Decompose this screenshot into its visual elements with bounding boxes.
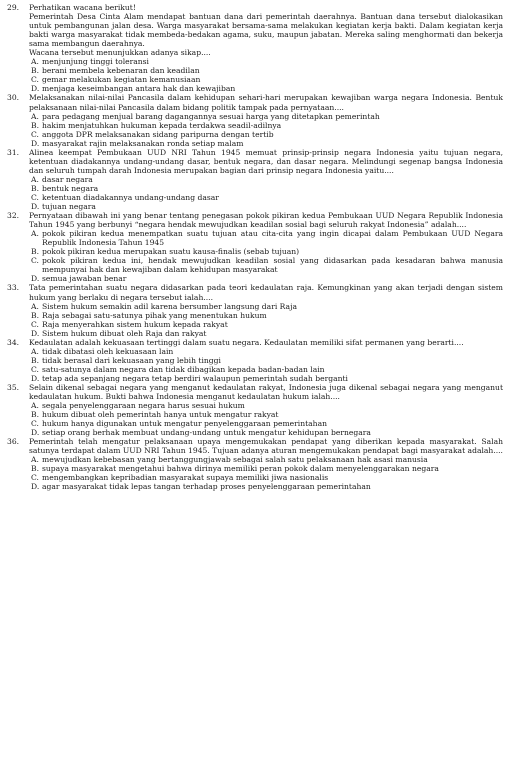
option-b[interactable]: [29, 464, 503, 473]
option-letter: A.: [31, 455, 39, 465]
question-stem: Melaksanakan nilai-nilai Pancasila dalam kehidupan sehari-hari merupakan kewajiban warga negara Indonesia. Bentuk pelaksanaan nilai-nilai Pancasila dalam bidang politik tampak pada pernyataan....: [29, 93, 503, 112]
option-list: [29, 302, 503, 338]
option-text: Sistem hukum dibuat oleh Raja dan rakyat: [42, 328, 207, 338]
option-b[interactable]: [29, 121, 503, 130]
question-number: 30.: [7, 93, 20, 103]
option-text: mewujudkan kebebasan yang bertanggungjawab sebagai salah satu pelaksanaan hak asasi manusia: [42, 455, 428, 465]
question-prompt: Wacana tersebut menunjukkan adanya sikap....: [29, 48, 211, 58]
question-number: 29.: [7, 3, 20, 12]
question-number: 35.: [7, 382, 20, 392]
option-letter: A.: [31, 346, 39, 356]
option-text: tidak berasal dari kekuasaan yang lebih tinggi: [42, 355, 221, 365]
option-letter: C.: [31, 319, 39, 329]
option-c[interactable]: [29, 75, 503, 84]
option-d[interactable]: [29, 202, 503, 211]
option-list: [29, 401, 503, 437]
option-text: tetap ada sepanjang negara tetap berdiri walaupun pemerintah sudah berganti: [42, 373, 348, 383]
question-34: [7, 338, 503, 383]
option-c[interactable]: [29, 193, 503, 202]
option-text: hukum hanya digunakan untuk mengatur penyelenggaraan pemerintahan: [42, 419, 327, 429]
option-text: anggota DPR melaksanakan sidang paripurna dengan tertib: [42, 129, 274, 139]
option-b[interactable]: [29, 410, 503, 419]
option-b[interactable]: [29, 311, 503, 320]
option-letter: B.: [31, 247, 39, 257]
option-letter: B.: [31, 183, 39, 193]
option-text: menjaga keseimbangan antara hak dan kewajiban: [42, 84, 236, 94]
option-text: mengembangkan kepribadian masyarakat supaya memiliki jiwa nasionalis: [42, 473, 329, 483]
option-list: [29, 347, 503, 383]
option-text: segala penyelenggaraan negara harus sesuai hukum: [42, 401, 245, 411]
option-text: para pedagang menjual barang dagangannya sesuai harga yang ditetapkan pemerintah: [42, 111, 380, 121]
option-d[interactable]: [29, 84, 503, 93]
option-a[interactable]: [29, 302, 503, 311]
option-list: [29, 112, 503, 148]
option-list: [29, 229, 503, 283]
option-text: satu-satunya dalam negara dan tidak dibagikan kepada badan-badan lain: [42, 364, 325, 374]
option-a[interactable]: [29, 57, 503, 66]
option-c[interactable]: [29, 473, 503, 482]
option-text: Raja sebagai satu-satunya pihak yang menentukan hukum: [42, 310, 267, 320]
option-d[interactable]: [29, 329, 503, 338]
question-30: [7, 93, 503, 147]
option-d[interactable]: [29, 428, 503, 437]
option-letter: B.: [31, 355, 39, 365]
option-letter: A.: [31, 301, 39, 311]
option-text: supaya masyarakat mengetahui bahwa dirinya memiliki peran pokok dalam menyelenggarakan negara: [42, 464, 439, 474]
option-letter: D.: [31, 138, 40, 148]
option-letter: D.: [31, 328, 40, 338]
option-letter: B.: [31, 410, 39, 420]
option-letter: A.: [31, 57, 39, 67]
option-letter: A.: [31, 174, 39, 184]
option-letter: D.: [31, 274, 40, 284]
option-text: masyarakat rajin melaksanakan ronda setiap malam: [42, 138, 244, 148]
option-b[interactable]: [29, 356, 503, 365]
option-letter: C.: [31, 473, 39, 483]
option-letter: A.: [31, 401, 39, 411]
option-b[interactable]: [29, 66, 503, 75]
option-list: [29, 455, 503, 491]
option-letter: C.: [31, 256, 39, 266]
option-text: Raja menyerahkan sistem hukum kepada rakyat: [42, 319, 228, 329]
option-letter: C.: [31, 192, 39, 202]
option-a[interactable]: [29, 401, 503, 410]
question-number: 36.: [7, 437, 20, 447]
option-a[interactable]: [29, 347, 503, 356]
option-text: dasar negara: [42, 174, 93, 184]
option-b[interactable]: [29, 247, 503, 256]
option-d[interactable]: [29, 482, 503, 491]
option-letter: D.: [31, 428, 40, 438]
question-33: [7, 283, 503, 337]
option-letter: B.: [31, 120, 39, 130]
option-letter: C.: [31, 364, 39, 374]
question-stem: Pernyataan dibawah ini yang benar tentang penegasan pokok pikiran kedua Pembukaan UUD Negara Republik Indonesia Tahun 1945 yang berbunyi “negara hendak mewujudkan keadilan sosial bagi seluruh rakyat Indonesia” adalah....: [29, 211, 503, 230]
option-text: hakim menjatuhkan hukuman kepada terdakwa seadil-adilnya: [42, 120, 282, 130]
option-d[interactable]: [29, 139, 503, 148]
question-29: [7, 3, 503, 93]
option-letter: B.: [31, 464, 39, 474]
option-list: [29, 57, 503, 93]
option-text: ketentuan diadakannya undang-undang dasar: [42, 192, 219, 202]
question-number: 34.: [7, 337, 20, 347]
option-text: Sistem hukum semakin adil karena bersumber langsung dari Raja: [42, 301, 297, 311]
option-text: agar masyarakat tidak lepas tangan terhadap proses penyelenggaraan pemerintahan: [42, 482, 371, 492]
option-text: berani membela kebenaran dan keadilan: [42, 66, 200, 76]
option-b[interactable]: [29, 184, 503, 193]
option-letter: D.: [31, 84, 40, 94]
option-text: pokok pikiran kedua menempatkan suatu tujuan atau cita-cita yang ingin dicapai dalam Pembukaan UUD Negara Republik Indonesia Tahun 1945: [42, 229, 503, 248]
option-letter: D.: [31, 202, 40, 212]
option-a[interactable]: [29, 175, 503, 184]
option-letter: D.: [31, 482, 40, 492]
question-36: [7, 437, 503, 491]
option-text: pokok pikiran kedua merupakan suatu kausa-finalis (sebab tujuan): [42, 247, 300, 257]
option-text: tujuan negara: [42, 202, 96, 212]
question-32: [7, 211, 503, 283]
option-a[interactable]: [29, 455, 503, 464]
option-text: gemar melakukan kegiatan kemanusiaan: [42, 75, 201, 85]
question-passage: Pemerintah Desa Cinta Alam mendapat bantuan dana dari pemerintah daerahnya. Bantuan dana tersebut dialokasikan untuk pembangunan jalan desa. Warga masyarakat bersama-sama melakukan kegiatan kerja bakti. Dalam kegiatan kerja bakti warga masyarakat tidak membeda-bedakan agama, suku, maupun jabatan. Mereka saling menghormati dan bekerja sama membangun daerahnya.: [29, 12, 503, 49]
question-31: [7, 148, 503, 211]
option-letter: A.: [31, 229, 39, 239]
option-c[interactable]: [29, 419, 503, 428]
option-c[interactable]: [29, 320, 503, 329]
option-text: hukum dibuat oleh pemerintah hanya untuk mengatur rakyat: [42, 410, 279, 420]
question-stem: Selain dikenal sebagai negara yang menganut kedaulatan rakyat, Indonesia juga dikenal sebagai negara yang menganut kedaulatan hukum. Bukti bahwa Indonesia menganut kedaulatan hukum ialah....: [29, 382, 503, 402]
option-letter: C.: [31, 419, 39, 429]
option-text: semua jawaban benar: [42, 274, 127, 284]
option-c[interactable]: [29, 130, 503, 139]
option-a[interactable]: [29, 112, 503, 121]
option-text: menjunjung tinggi toleransi: [42, 57, 149, 67]
question-stem: Pemerintah telah mengatur pelaksanaan upaya mengemukakan pendapat yang diberikan kepada masyarakat. Salah satunya terdapat dalam UUD NRI Tahun 1945. Tujuan adanya aturan mengemukakan pendapat bagi masyarakat adalah....: [29, 437, 503, 456]
option-d[interactable]: [29, 374, 503, 383]
option-d[interactable]: [29, 274, 503, 283]
option-letter: C.: [31, 129, 39, 139]
question-number: 32.: [7, 211, 20, 221]
option-letter: A.: [31, 111, 39, 121]
question-stem: Tata pemerintahan suatu negara didasarkan pada teori kedaulatan raja. Kemungkinan yang akan terjadi dengan sistem hukum yang berlaku di negara tersebut ialah....: [29, 283, 503, 302]
question-number: 31.: [7, 147, 20, 157]
option-text: setiap orang berhak membuat undang-undang untuk mengatur kehidupan bernegara: [42, 428, 371, 438]
question-number: 33.: [7, 283, 20, 293]
option-text: bentuk negara: [42, 183, 99, 193]
option-a[interactable]: [29, 229, 503, 247]
question-stem: Alinea keempat Pembukaan UUD NRI Tahun 1945 memuat prinsip-prinsip negara Indonesia yaitu tujuan negara, ketentuan diadakannya undang-undang dasar, bentuk negara, dan dasar negara. Melindungi segenap bangsa Indonesia dan seluruh tumpah darah Indonesia merupakan bagian dari prinsip negara Indonesia yaitu....: [29, 147, 503, 175]
option-letter: D.: [31, 373, 40, 383]
option-text: tidak dibatasi oleh kekuasaan lain: [42, 346, 174, 356]
question-stem: Kedaulatan adalah kekuasaan tertinggi dalam suatu negara. Kedaulatan memiliki sifat permanen yang berarti....: [29, 337, 464, 347]
option-letter: C.: [31, 75, 39, 85]
option-letter: B.: [31, 66, 39, 76]
option-list: [29, 175, 503, 211]
question-instruction: Perhatikan wacana berikut!: [29, 3, 136, 12]
question-35: [7, 383, 503, 437]
option-letter: B.: [31, 310, 39, 320]
option-c[interactable]: [29, 365, 503, 374]
option-text: pokok pikiran kedua ini, hendak mewujudkan keadilan sosial yang didasarkan pada kesadaran bahwa manusia mempunyai hak dan kewajiban dalam kehidupan masyarakat: [42, 256, 503, 275]
option-c[interactable]: [29, 256, 503, 274]
